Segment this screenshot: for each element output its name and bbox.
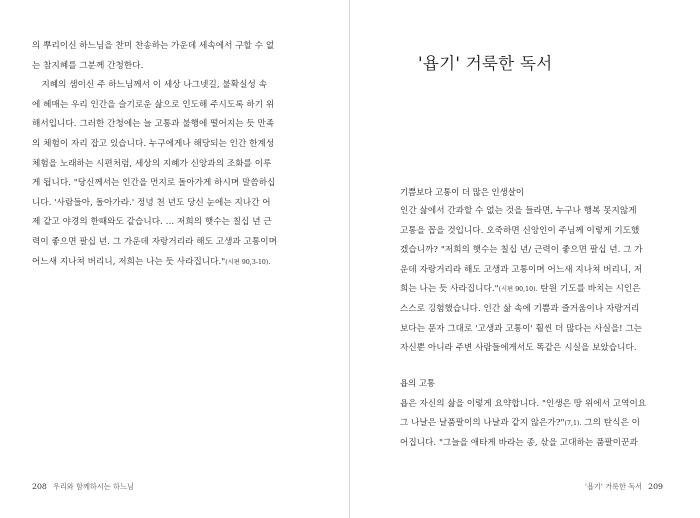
left-paragraph-1: 의 뿌리이신 하느님을 찬미 찬송하는 가운데 세속에서 구할 수 없 는 참지혜를 그분께 간청한다. xyxy=(32,41,275,71)
section-2-text-a: 욥은 자신의 삶을 이렇게 요약합니다. "인생은 땅 위에서 고역이요 그 나날은 날품팔이의 나날과 같지 않은가?" xyxy=(400,398,647,429)
right-page-number: 209 xyxy=(648,482,663,491)
left-paragraph-2-text: 지혜의 샘이신 주 하느님께서 이 세상 나그넷길, 불확실성 속 에 헤매는 우리 인간을 슬기로운 삶으로 인도해 주시도록 하기 위 해서입니다. 그러한 간청에는 늘 고통과 불행에 떨어지는 듯 만족 의 체험이 자리 잡고 있습니다. 누구에게나 해당되는 인간 한계성 체험을 노래하는 시편처럼, 세상의 지혜가 신앙과의 조화를 이루 게 됩니다. "당신께서는 인간을 먼지로 돌아가게 하시며 말씀하십 니다. '사람들아, 돌아가라.' 정녕 천 년도 당신 눈에는 지나간 어 제 같고 야경의 한때와도 같습니다. … 저희의 햇수는 칠십 년 근 력이 좋으면 팔십 년. 그 가운데 자랑거리라 해도 고생과 고통이며 어느새 지나쳐 버리니, 저희는 나는 듯 사라집니다." xyxy=(32,80,277,267)
section-1-body xyxy=(400,202,663,359)
right-running-title: '욥기' 거룩한 독서 xyxy=(584,482,643,491)
chapter-title: '욥기' 거룩한 독서 xyxy=(418,54,553,73)
section-1-text-a: 인간 삶에서 간과할 수 없는 것을 들라면, 누구나 행복 못지않게 고통을 꼽을 것입니다. 오죽하면 신앙인이 주님께 이렇게 기도했 겠습니까? "저희의 햇수는 칠십 년/ 근력이 좋으면 팔십 년. 그 가 운데 자랑거리라 해도 고생과 고통이며 어느새 지나쳐 버리니, 저 희는 나는 듯 사라집니다." xyxy=(400,206,643,295)
section-2-text-b: 그의 탄식은 이 어집니다. "그늘을 애타게 바라는 종, 삯을 고대하는 품팔이꾼과 xyxy=(400,418,640,448)
left-running-title: 우리와 함께하시는 하느님 xyxy=(52,482,134,491)
left-footer xyxy=(32,482,140,492)
section-heading-2: 욥의 고통 xyxy=(400,377,436,388)
right-page xyxy=(350,0,700,518)
section-1-text-b: 탄원 기도를 바치는 시인은 스스로 깅험했습니다. 인간 삶 속에 기쁨과 즐거움이나 자랑거리 보다는 문자 그대로 '고생과 고통이' 훨씬 더 많다는 사실을! 그는 자신뿐 아니라 주변 사람들에게서도 똑같은 시실을 보았습니다. xyxy=(400,284,643,354)
right-footer xyxy=(579,482,663,492)
left-page-number: 208 xyxy=(32,482,47,491)
section-2-citation: (7,1). xyxy=(564,420,582,428)
section-1-citation: (시편 90,10). xyxy=(498,286,538,294)
section-heading-1: 기쁨보다 고통이 더 많은 인생살이 xyxy=(400,187,524,197)
left-paragraph-2 xyxy=(32,76,297,272)
section-2-body xyxy=(400,395,663,454)
left-citation: (시편 90,3-10). xyxy=(225,258,271,266)
right-body xyxy=(400,185,663,454)
left-body xyxy=(32,37,297,272)
